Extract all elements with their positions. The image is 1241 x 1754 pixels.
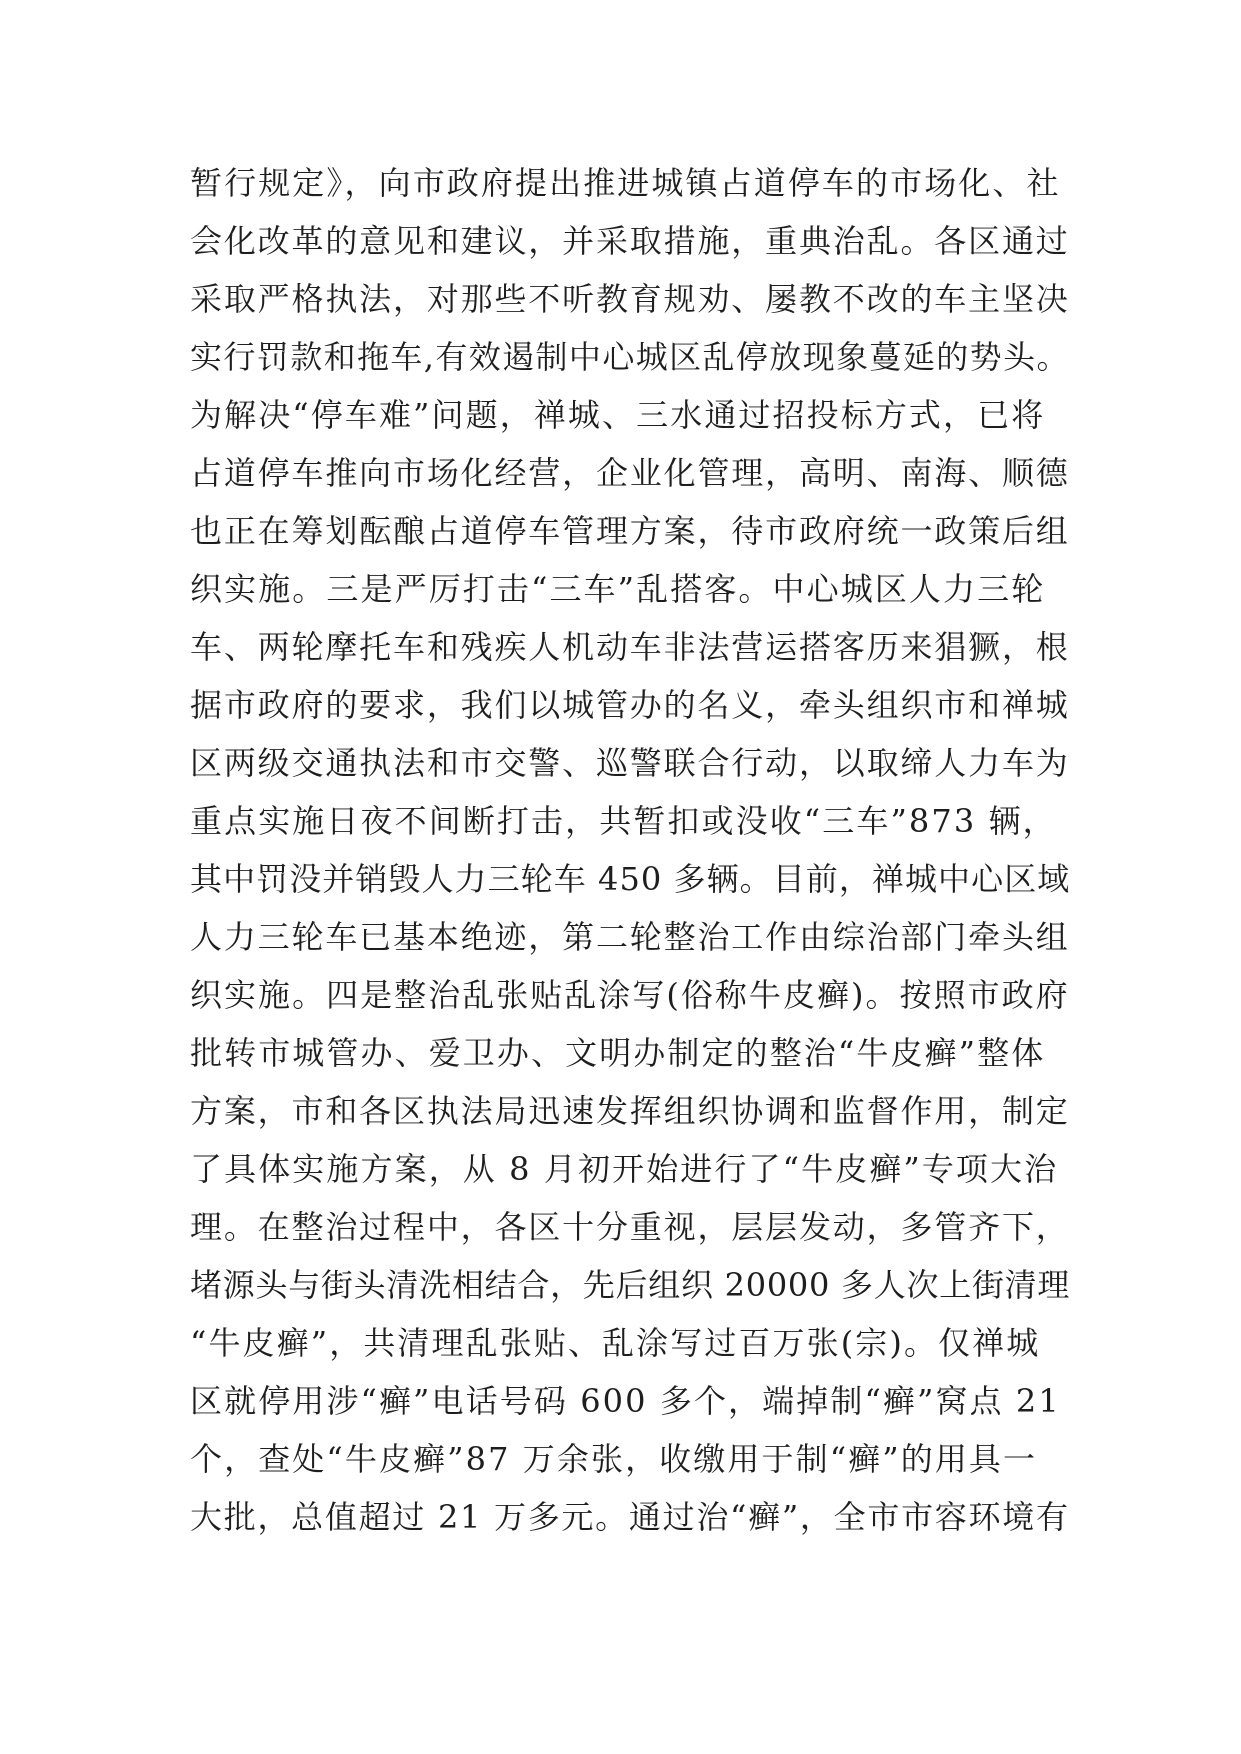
text-line: 会化改革的意见和建议，并采取措施，重典治乱。各区通过 xyxy=(190,222,1070,260)
text-line: 据市政府的要求，我们以城管办的名义，牵头组织市和禅城 xyxy=(190,686,1070,724)
text-line: 人力三轮车已基本绝迹，第二轮整治工作由综治部门牵头组 xyxy=(190,918,1070,956)
text-line: 织实施。三是严厉打击“三车”乱搭客。中心城区人力三轮 xyxy=(190,570,1046,608)
text-line: “牛皮癣”，共清理乱张贴、乱涂写过百万张(宗)。仅禅城 xyxy=(190,1324,1041,1362)
text-line: 为解决“停车难”问题，禅城、三水通过招投标方式，已将 xyxy=(190,396,1046,434)
body-text xyxy=(190,154,1070,1546)
text-line: 批转市城管办、爱卫办、文明办制定的整治“牛皮癣”整体 xyxy=(190,1034,1046,1072)
text-line: 理。在整治过程中，各区十分重视，层层发动，多管齐下， xyxy=(190,1208,1070,1246)
text-line: 个，查处“牛皮癣”87 万余张，收缴用于制“癣”的用具一 xyxy=(190,1440,1038,1478)
text-line: 重点实施日夜不间断打击，共暂扣或没收“三车”873 辆， xyxy=(190,802,1057,840)
text-line: 车、两轮摩托车和残疾人机动车非法营运搭客历来猖獗，根 xyxy=(190,628,1070,666)
text-line: 方案，市和各区执法局迅速发挥组织协调和监督作用，制定 xyxy=(190,1092,1070,1130)
text-line: 也正在筹划酝酿占道停车管理方案，待市政府统一政策后组 xyxy=(190,512,1070,550)
text-line: 实行罚款和拖车,有效遏制中心城区乱停放现象蔓延的势头。 xyxy=(190,338,1070,376)
text-line: 采取严格执法，对那些不听教育规劝、屡教不改的车主坚决 xyxy=(190,280,1070,318)
text-line: 了具体实施方案，从 8 月初开始进行了“牛皮癣”专项大治 xyxy=(190,1150,1059,1188)
text-line: 大批，总值超过 21 万多元。通过治“癣”，全市市容环境有 xyxy=(190,1498,1070,1536)
text-line: 织实施。四是整治乱张贴乱涂写(俗称牛皮癣)。按照市政府 xyxy=(190,976,1070,1014)
text-line: 暂行规定》，向市政府提出推进城镇占道停车的市场化、社 xyxy=(190,164,1061,202)
text-line: 区两级交通执法和市交警、巡警联合行动，以取缔人力车为 xyxy=(190,744,1070,782)
text-line: 其中罚没并销毁人力三轮车 450 多辆。目前，禅城中心区域 xyxy=(190,860,1071,898)
text-line: 堵源头与街头清洗相结合，先后组织 20000 多人次上街清理 xyxy=(190,1266,1071,1304)
text-line: 区就停用涉“癣”电话号码 600 多个，端掉制“癣”窝点 21 xyxy=(190,1382,1061,1420)
text-line: 占道停车推向市场化经营，企业化管理，高明、南海、顺德 xyxy=(190,454,1070,492)
